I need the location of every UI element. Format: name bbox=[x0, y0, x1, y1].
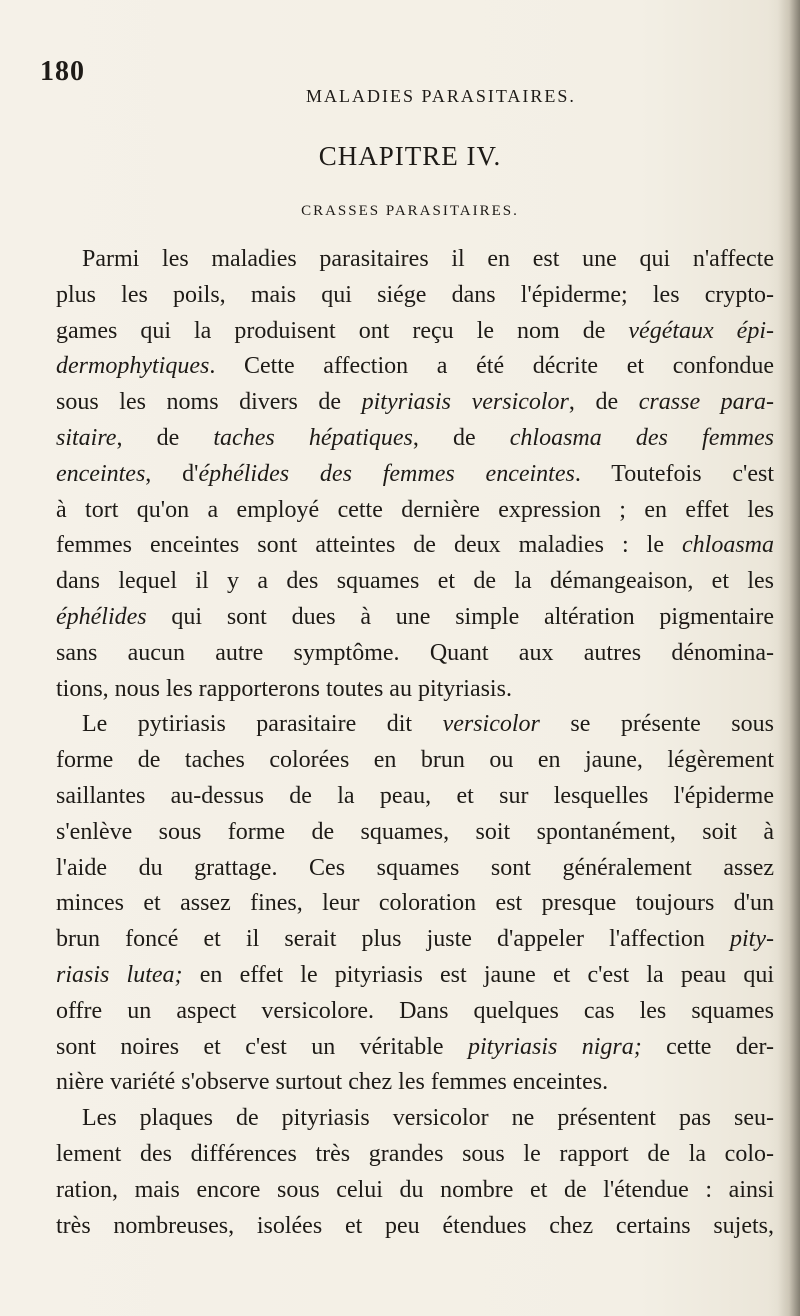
text-line bbox=[56, 994, 774, 1030]
text-run: saillantes au-dessus de la peau, et sur lesquelles l'épiderme bbox=[56, 782, 774, 809]
body-text bbox=[56, 242, 774, 1244]
text-run: sous les noms divers de bbox=[56, 389, 362, 416]
text-line bbox=[56, 958, 774, 994]
text-line bbox=[56, 815, 774, 851]
text-run: Les plaques de pityriasis versicolor ne présentent pas seu- bbox=[82, 1105, 774, 1132]
paragraph bbox=[56, 707, 774, 1101]
text-run: offre un aspect versicolore. Dans quelques cas les squames bbox=[56, 997, 774, 1024]
text-run: , d' bbox=[145, 460, 199, 487]
text-run: pityriasis nigra; bbox=[468, 1033, 642, 1060]
text-line bbox=[56, 636, 774, 672]
text-line bbox=[56, 349, 774, 385]
text-run: taches hépatiques bbox=[213, 424, 413, 451]
text-line bbox=[56, 743, 774, 779]
text-run: games qui la produisent ont reçu le nom de bbox=[56, 317, 629, 344]
text-run: , de bbox=[568, 389, 639, 416]
text-run: plus les poils, mais qui siége dans l'épiderme; les crypto- bbox=[56, 281, 774, 308]
text-run: chloasma bbox=[682, 532, 774, 559]
text-run: Parmi les maladies parasitaires il en est une qui n'affecte bbox=[82, 246, 774, 272]
paragraph bbox=[56, 1101, 774, 1244]
text-run: enceintes bbox=[56, 460, 146, 487]
text-line bbox=[56, 779, 774, 815]
text-line bbox=[56, 421, 774, 457]
text-line bbox=[56, 242, 774, 278]
text-line bbox=[56, 851, 774, 887]
text-run: tions, nous les rapporterons toutes au pityriasis. bbox=[56, 675, 512, 702]
text-run: femmes enceintes sont atteintes de deux maladies : le bbox=[56, 532, 682, 559]
text-line bbox=[56, 493, 774, 529]
text-run: qui sont dues à une simple altération pigmentaire bbox=[146, 603, 774, 630]
text-run: l'aide du grattage. Ces squames sont généralement assez bbox=[56, 854, 774, 881]
text-line bbox=[56, 600, 774, 636]
text-run: pity- bbox=[730, 926, 774, 953]
text-line bbox=[56, 528, 774, 564]
text-run: minces et assez fines, leur coloration est presque toujours d'un bbox=[56, 890, 774, 917]
text-run: très nombreuses, isolées et peu étendues chez certains sujets, bbox=[56, 1212, 774, 1239]
text-line bbox=[56, 707, 774, 743]
text-line bbox=[56, 1065, 774, 1101]
text-run: dans lequel il y a des squames et de la démangeaison, et les bbox=[56, 568, 774, 595]
text-run: s'enlève sous forme de squames, soit spontanément, soit à bbox=[56, 818, 774, 845]
text-run: se présente sous bbox=[539, 711, 774, 738]
text-run: cette der- bbox=[641, 1033, 775, 1060]
text-line bbox=[56, 886, 774, 922]
text-run: riasis lutea; bbox=[56, 961, 183, 988]
text-run: chloasma des femmes bbox=[509, 424, 775, 451]
text-run: . Cette affection a été décrite et confondue bbox=[209, 353, 774, 380]
text-run: , de bbox=[412, 424, 510, 451]
text-line bbox=[56, 385, 774, 421]
text-line bbox=[56, 564, 774, 600]
page-number: 180 bbox=[40, 56, 85, 87]
text-run: pityriasis versicolor bbox=[361, 389, 569, 416]
paragraph bbox=[56, 242, 774, 707]
text-run: dermophytiques bbox=[56, 353, 210, 380]
text-run: lement des différences très grandes sous le rapport de la colo- bbox=[56, 1140, 774, 1167]
text-run: ration, mais encore sous celui du nombre et de l'étendue : ainsi bbox=[56, 1176, 774, 1203]
text-run: végétaux épi- bbox=[628, 317, 774, 344]
page-edge-shadow bbox=[778, 0, 800, 1316]
text-line bbox=[56, 314, 774, 350]
text-run: éphélides bbox=[56, 603, 147, 630]
text-run: brun foncé et il serait plus juste d'appeler l'affection bbox=[56, 926, 731, 953]
text-line bbox=[56, 922, 774, 958]
text-line bbox=[56, 457, 774, 493]
chapter-title: CHAPITRE IV. bbox=[318, 141, 502, 171]
text-run: sitaire bbox=[56, 424, 117, 451]
text-run: . Toutefois c'est bbox=[574, 460, 774, 487]
text-run: nière variété s'observe surtout chez les femmes enceintes. bbox=[56, 1069, 609, 1096]
text-line bbox=[56, 278, 774, 314]
text-run: sans aucun autre symptôme. Quant aux autres dénomina- bbox=[56, 639, 774, 666]
running-head: MALADIES PARASITAIRES. bbox=[306, 86, 576, 106]
text-run: éphélides des femmes enceintes bbox=[198, 460, 575, 487]
text-run: crasse para- bbox=[638, 389, 775, 416]
text-run: versicolor bbox=[442, 711, 540, 738]
text-line bbox=[56, 1137, 774, 1173]
text-run: , de bbox=[116, 424, 214, 451]
text-run: Le pytiriasis parasitaire dit bbox=[82, 711, 443, 738]
text-run: à tort qu'on a employé cette dernière expression ; en effet les bbox=[56, 496, 774, 523]
text-line bbox=[56, 1209, 774, 1245]
chapter-subtitle: CRASSES PARASITAIRES. bbox=[301, 203, 519, 219]
text-line bbox=[56, 1030, 774, 1066]
text-run: en effet le pityriasis est jaune et c'est la peau qui bbox=[182, 961, 774, 988]
text-run: sont noires et c'est un véritable bbox=[56, 1033, 468, 1060]
text-line bbox=[56, 1173, 774, 1209]
text-run: forme de taches colorées en brun ou en jaune, légèrement bbox=[56, 747, 774, 774]
text-line bbox=[56, 672, 774, 708]
text-line bbox=[56, 1101, 774, 1137]
